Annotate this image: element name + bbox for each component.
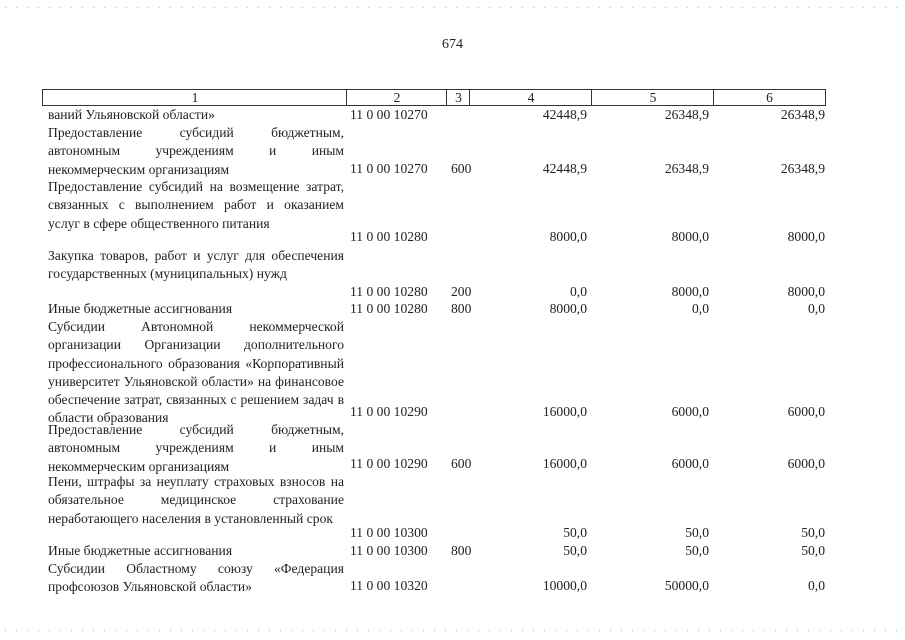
row-description: Пени, штрафы за неуплату страховых взносов на обязательное медицинское страхование неработающего населения в установленный срок xyxy=(48,474,344,526)
row-value-6: 26348,9 xyxy=(780,161,825,176)
row-value-6: 6000,0 xyxy=(787,456,825,471)
row-code: 11 0 00 10280 xyxy=(350,229,428,244)
row-value-6: 6000,0 xyxy=(787,404,825,419)
row-description: Субсидии Областному союзу «Федерация профсоюзов Ульяновской области» xyxy=(48,561,344,595)
row-value-5: 50,0 xyxy=(685,543,709,558)
row-value-6: 0,0 xyxy=(808,301,825,316)
row-value-6: 50,0 xyxy=(801,525,825,540)
row-code: 11 0 00 10300 xyxy=(350,525,428,540)
row-value-4: 0,0 xyxy=(570,284,587,299)
page-number: 674 xyxy=(442,37,463,52)
row-description: Субсидии Автономной некоммерческой организации Организации дополнительного профессионального образования «Корпоративный университет Ульяновской области» на финансовое обеспечение затрат, связанных с решением задач в области образования xyxy=(48,319,344,426)
row-group: 800 xyxy=(451,301,472,316)
row-code: 11 0 00 10320 xyxy=(350,578,428,593)
row-value-5: 0,0 xyxy=(692,301,709,316)
row-value-5: 8000,0 xyxy=(671,284,709,299)
row-value-4: 10000,0 xyxy=(542,578,587,593)
table-header xyxy=(42,89,825,106)
row-code: 11 0 00 10270 xyxy=(350,161,428,176)
row-description: Иные бюджетные ассигнования xyxy=(48,543,233,558)
row-value-6: 26348,9 xyxy=(780,107,825,122)
row-value-5: 6000,0 xyxy=(671,404,709,419)
row-description: Закупка товаров, работ и услуг для обеспечения государственных (муниципальных) нужд xyxy=(48,248,344,282)
row-description: Предоставление субсидий на возмещение затрат, связанных с выполнением работ и оказанием услуг в сфере общественного питания xyxy=(48,179,344,231)
row-value-6: 50,0 xyxy=(801,543,825,558)
row-value-6: 0,0 xyxy=(808,578,825,593)
row-value-5: 26348,9 xyxy=(664,161,709,176)
header-col-5: 5 xyxy=(591,89,714,106)
row-value-6: 8000,0 xyxy=(787,229,825,244)
header-col-3: 3 xyxy=(446,89,470,106)
row-value-5: 50000,0 xyxy=(664,578,709,593)
row-value-4: 16000,0 xyxy=(542,404,587,419)
row-group: 600 xyxy=(451,456,472,471)
header-col-1: 1 xyxy=(42,89,347,106)
scan-artifact-top xyxy=(0,6,905,9)
row-value-4: 8000,0 xyxy=(549,229,587,244)
row-code: 11 0 00 10290 xyxy=(350,404,428,419)
row-description: ваний Ульяновской области» xyxy=(48,107,215,122)
row-value-6: 8000,0 xyxy=(787,284,825,299)
row-value-5: 26348,9 xyxy=(664,107,709,122)
row-value-4: 42448,9 xyxy=(542,107,587,122)
row-value-4: 50,0 xyxy=(563,525,587,540)
row-value-4: 50,0 xyxy=(563,543,587,558)
row-value-4: 8000,0 xyxy=(549,301,587,316)
row-code: 11 0 00 10290 xyxy=(350,456,428,471)
scan-artifact-bottom xyxy=(0,629,905,632)
row-value-5: 50,0 xyxy=(685,525,709,540)
row-description: Иные бюджетные ассигнования xyxy=(48,301,233,316)
row-code: 11 0 00 10270 xyxy=(350,107,428,122)
row-group: 800 xyxy=(451,543,472,558)
row-value-4: 42448,9 xyxy=(542,161,587,176)
row-code: 11 0 00 10280 xyxy=(350,301,428,316)
row-group: 200 xyxy=(451,284,472,299)
row-description: Предоставление субсидий бюджетным, автономным учреждениям и иным некоммерческим организациям xyxy=(48,125,344,177)
row-code: 11 0 00 10280 xyxy=(350,284,428,299)
header-col-4: 4 xyxy=(469,89,592,106)
row-value-4: 16000,0 xyxy=(542,456,587,471)
row-code: 11 0 00 10300 xyxy=(350,543,428,558)
row-description: Предоставление субсидий бюджетным, автономным учреждениям и иным некоммерческим организациям xyxy=(48,422,344,474)
row-group: 600 xyxy=(451,161,472,176)
row-value-5: 8000,0 xyxy=(671,229,709,244)
header-col-6: 6 xyxy=(713,89,826,106)
header-col-2: 2 xyxy=(346,89,447,106)
row-value-5: 6000,0 xyxy=(671,456,709,471)
